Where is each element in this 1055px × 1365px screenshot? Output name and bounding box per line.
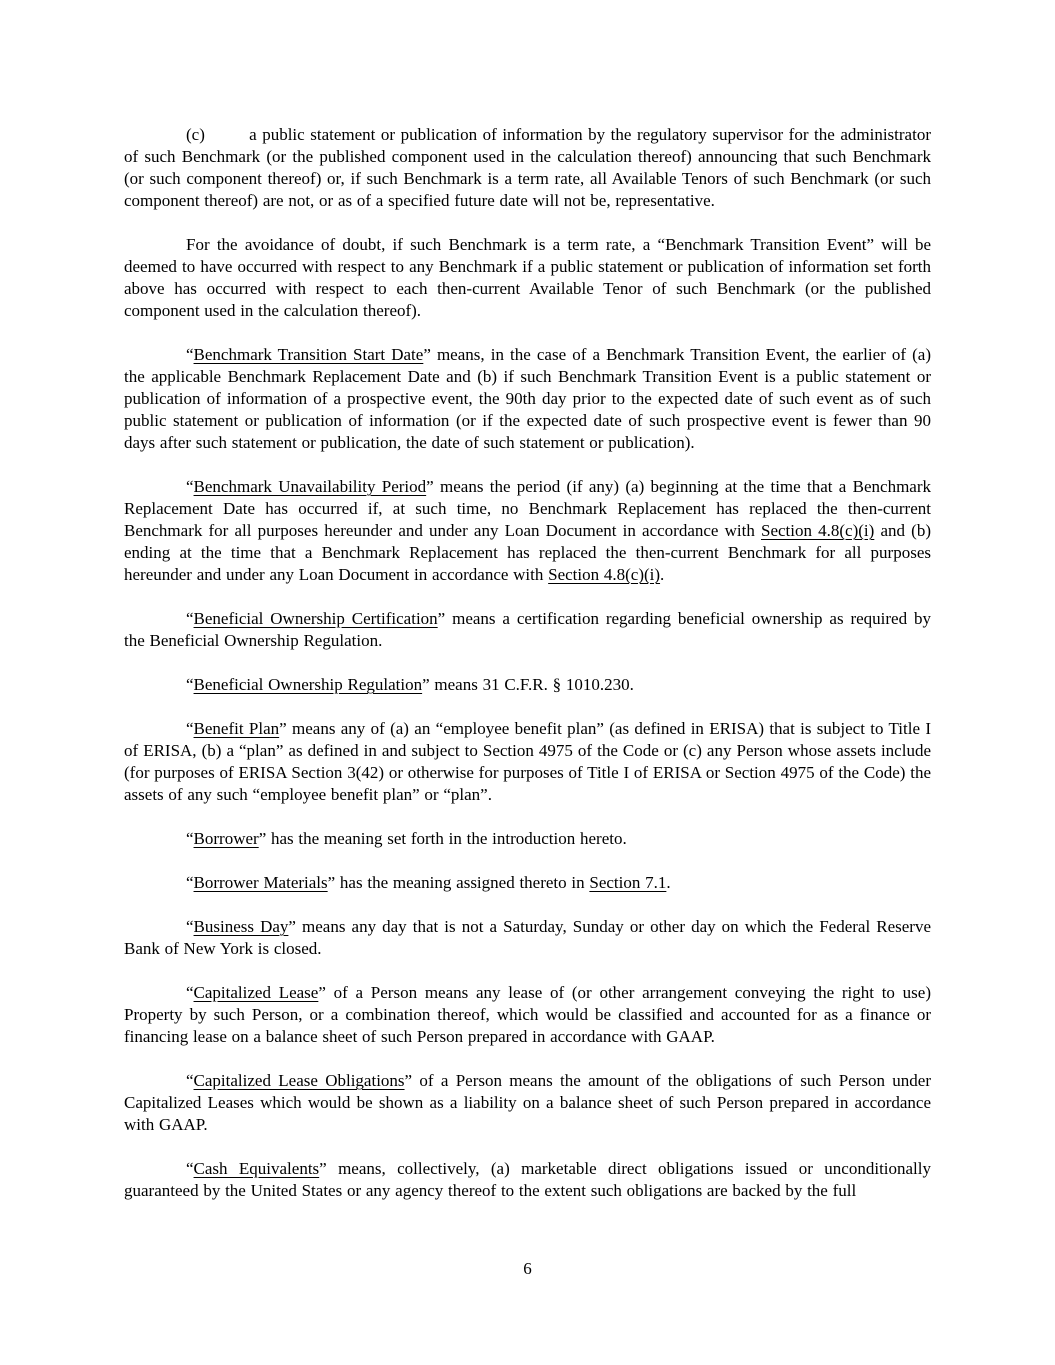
paragraph: “Beneficial Ownership Certification” means a certification regarding beneficial ownership as required by the Beneficial Ownership Regulation.	[124, 609, 931, 650]
paragraph: “Capitalized Lease” of a Person means any lease of (or other arrangement conveying the right to use) Property by such Person, or a combination thereof, which would be classified and accounted for as a finance or financing lease on a balance sheet of such Person prepared in accordance with GAAP.	[124, 983, 931, 1046]
defined-term-underline: Borrower	[193, 829, 259, 848]
page-number: 6	[523, 1259, 532, 1278]
document-body	[124, 124, 931, 1224]
defined-term-underline: Capitalized Lease Obligations	[193, 1071, 405, 1090]
defined-term-underline: Section 4.8(c)(i)	[761, 521, 875, 540]
paragraph: “Benefit Plan” means any of (a) an “employee benefit plan” (as defined in ERISA) that is subject to Title I of ERISA, (b) a “plan” as defined in and subject to Section 4975 of the Code or (c) any Person whose assets include (for purposes of ERISA Section 3(42) or otherwise for purposes of Title I of ERISA or Section 4975 of the Code) the assets of any such “employee benefit plan” or “plan”.	[124, 719, 931, 804]
defined-term-underline: Benchmark Transition Start Date	[193, 345, 424, 364]
defined-term-underline: Capitalized Lease	[193, 983, 319, 1002]
defined-term-underline: Section 7.1	[589, 873, 667, 892]
defined-term-underline: Business Day	[193, 917, 289, 936]
defined-term-underline: Section 4.8(c)(i)	[548, 565, 661, 584]
paragraph: “Capitalized Lease Obligations” of a Person means the amount of the obligations of such Person under Capitalized Leases which would be shown as a liability on a balance sheet of such Person prepared in accordance with GAAP.	[124, 1071, 931, 1134]
paragraph: “Benchmark Transition Start Date” means, in the case of a Benchmark Transition Event, the earlier of (a) the applicable Benchmark Replacement Date and (b) if such Benchmark Transition Event is a public statement or publication of information of a prospective event, the 90th day prior to the expected date of such event as of such public statement or publication of information (or if the expected date of such prospective event is fewer than 90 days after such statement or publication, the date of such statement or publication).	[124, 345, 931, 452]
paragraph: For the avoidance of doubt, if such Benchmark is a term rate, a “Benchmark Transition Event” will be deemed to have occurred with respect to any Benchmark if a public statement or publication of information set forth above has occurred with respect to each then-current Available Tenor of such Benchmark (or the published component used in the calculation thereof).	[124, 235, 931, 320]
paragraph: “Beneficial Ownership Regulation” means 31 C.F.R. § 1010.230.	[186, 675, 634, 694]
paragraph: “Benchmark Unavailability Period” means the period (if any) (a) beginning at the time that a Benchmark Replacement Date has occurred if, at such time, no Benchmark Replacement has replaced the then-current Benchmark for all purposes hereunder and under any Loan Document in accordance with Section 4.8(c)(i) and (b) ending at the time that a Benchmark Replacement has replaced the then-current Benchmark for all purposes hereunder and under any Loan Document in accordance with Section 4.8(c)(i).	[124, 477, 932, 584]
page-footer	[0, 1258, 1055, 1280]
defined-term-underline: Beneficial Ownership Regulation	[193, 675, 423, 694]
paragraph: “Cash Equivalents” means, collectively, (a) marketable direct obligations issued or unconditionally guaranteed by the United States or any agency thereof to the extent such obligations are backed by the full	[124, 1159, 932, 1200]
defined-term-underline: Beneficial Ownership Certification	[193, 609, 438, 628]
defined-term-underline: Benchmark Unavailability Period	[193, 477, 427, 496]
defined-term-underline: Benefit Plan	[193, 719, 280, 738]
paragraph: “Borrower Materials” has the meaning assigned thereto in Section 7.1.	[186, 873, 671, 892]
defined-term-underline: Cash Equivalents	[193, 1159, 320, 1178]
paragraph: (c) a public statement or publication of information by the regulatory supervisor for the administrator of such Benchmark (or the published component used in the calculation thereof) announcing that such Benchmark (or such component thereof) or, if such Benchmark is a term rate, all Available Tenors of such Benchmark (or such component thereof) are not, or as of a specified future date will not be, representative.	[124, 125, 931, 210]
defined-term-underline: Borrower Materials	[193, 873, 328, 892]
paragraph: “Borrower” has the meaning set forth in the introduction hereto.	[186, 829, 627, 848]
paragraph: “Business Day” means any day that is not a Saturday, Sunday or other day on which the Federal Reserve Bank of New York is closed.	[124, 917, 932, 958]
